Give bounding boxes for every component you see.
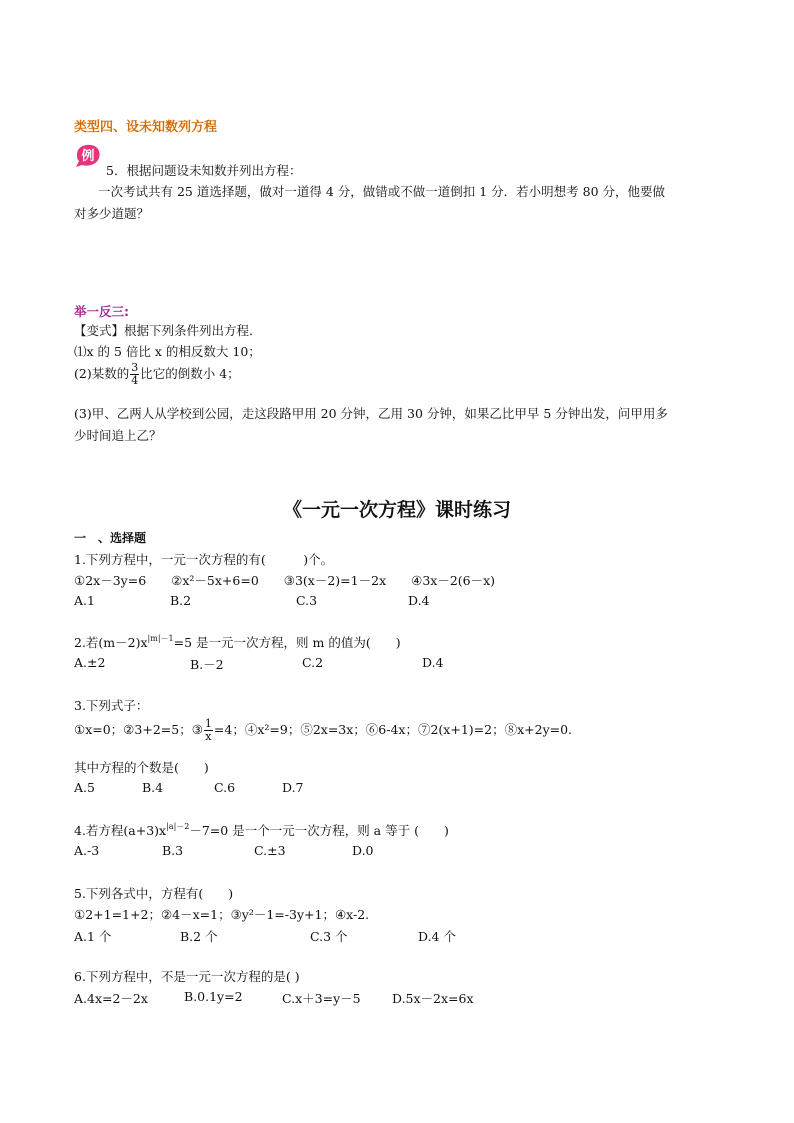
section-heading: 类型四、设未知数列方程 bbox=[74, 120, 218, 135]
question-5-stem: 5.下列各式中，方程有( ) bbox=[74, 886, 234, 901]
example-body-line1: 一次考试共有 25 道选择题，做对一道得 4 分，做错或不做一道倒扣 1 分．若小明想考 80 分，他要做 bbox=[98, 184, 666, 199]
question-4-stem-end: －7=0 是一个一元一次方程，则 a 等于 ( ) bbox=[189, 823, 449, 838]
question-1-option-d: D.4 bbox=[408, 593, 430, 608]
question-2-stem bbox=[74, 633, 401, 651]
variant-item-1: ⑴x 的 5 倍比 x 的相反数大 10； bbox=[74, 344, 261, 359]
question-3-stem: 3.下列式子： bbox=[74, 698, 149, 713]
question-2-stem-start: 2.若(m－2)x bbox=[74, 635, 148, 650]
question-6-option-b: B.0.1y=2 bbox=[184, 989, 243, 1004]
question-6-option-d: D.5x－2x=6x bbox=[392, 991, 474, 1006]
fraction-denominator: x bbox=[205, 730, 212, 743]
variant-item-2 bbox=[74, 362, 240, 387]
variant-item-2-prefix: (2)某数的 bbox=[74, 366, 130, 381]
question-3-option-a: A.5 bbox=[74, 780, 95, 795]
variant-item-3-line1: (3)甲、乙两人从学校到公园，走这段路甲用 20 分钟，乙用 30 分钟，如果乙比甲早 5 分钟出发，问甲用多 bbox=[74, 406, 668, 421]
question-1-option-b: B.2 bbox=[170, 593, 192, 608]
question-5-option-b: B.2 个 bbox=[180, 929, 218, 944]
question-1-stem: 1.下列方程中，一元一次方程的有( )个。 bbox=[74, 552, 334, 567]
question-2-option-a: A.±2 bbox=[74, 655, 106, 670]
variant-item-2-suffix: 比它的倒数小 4； bbox=[140, 366, 240, 381]
question-2-exponent: |m|－1 bbox=[147, 634, 174, 643]
question-5-option-d: D.4 个 bbox=[418, 929, 456, 944]
variant-intro: 【变式】根据下列条件列出方程． bbox=[74, 323, 262, 338]
question-1-option-a: A.1 bbox=[74, 593, 95, 608]
question-3-option-d: D.7 bbox=[282, 780, 304, 795]
question-6-option-a: A.4x=2－2x bbox=[74, 991, 148, 1006]
question-3-prompt: 其中方程的个数是( ) bbox=[74, 760, 209, 775]
section-one-heading: 一 、选择题 bbox=[74, 531, 147, 545]
question-6-option-c: C.x＋3=y－5 bbox=[282, 991, 361, 1006]
document-title: 《一元一次方程》课时练习 bbox=[282, 499, 511, 521]
question-2-option-c: C.2 bbox=[302, 655, 324, 670]
example-badge-label: 例 bbox=[81, 149, 95, 164]
question-2-stem-end: =5 是一元一次方程，则 m 的值为( ) bbox=[173, 635, 401, 650]
question-1-option-c: C.3 bbox=[296, 593, 318, 608]
question-2-option-b: B.－2 bbox=[190, 657, 224, 672]
question-4-exponent: |a|－2 bbox=[166, 822, 190, 831]
question-6-stem: 6.下列方程中，不是一元一次方程的是( ) bbox=[74, 969, 300, 984]
question-4-option-c: C.±3 bbox=[254, 843, 286, 858]
question-5-option-a: A.1 个 bbox=[74, 929, 112, 944]
question-5-items: ①2+1=1+2；②4－x=1；③y²－1=-3y+1；④x-2. bbox=[74, 907, 370, 922]
question-3-expressions-end: =4；④x²=9；⑤2x=3x；⑥6-4x；⑦2(x+1)=2；⑧x+2y=0. bbox=[213, 722, 573, 737]
example-prompt: 5．根据问题设未知数并列出方程： bbox=[106, 163, 302, 178]
question-5-option-c: C.3 个 bbox=[310, 929, 348, 944]
question-3-option-b: B.4 bbox=[142, 780, 164, 795]
question-4-stem bbox=[74, 821, 449, 839]
fraction-numerator: 3 bbox=[131, 361, 139, 374]
question-1-items: ①2x－3y=6 ②x²－5x+6=0 ③3(x－2)=1－2x ④3x－2(6－x) bbox=[74, 573, 496, 588]
question-4-option-d: D.0 bbox=[352, 843, 374, 858]
fraction-denominator: 4 bbox=[131, 374, 139, 387]
fraction-numerator: 1 bbox=[204, 717, 212, 730]
question-2-option-d: D.4 bbox=[422, 655, 444, 670]
question-3-option-c: C.6 bbox=[214, 780, 236, 795]
question-3-expressions bbox=[74, 718, 572, 743]
example-body-line2: 对多少道题？ bbox=[74, 206, 150, 221]
question-4-option-a: A.-3 bbox=[74, 843, 100, 858]
fraction bbox=[204, 718, 213, 743]
question-4-stem-start: 4.若方程(a+3)x bbox=[74, 823, 167, 838]
example-badge-icon bbox=[74, 142, 102, 168]
question-3-expressions-start: ①x=0；②3+2=5；③ bbox=[74, 722, 203, 737]
question-4-option-b: B.3 bbox=[162, 843, 184, 858]
variant-item-3-line2: 少时间追上乙？ bbox=[74, 428, 162, 443]
practice-heading: 举一反三: bbox=[74, 304, 129, 319]
fraction bbox=[130, 362, 139, 387]
